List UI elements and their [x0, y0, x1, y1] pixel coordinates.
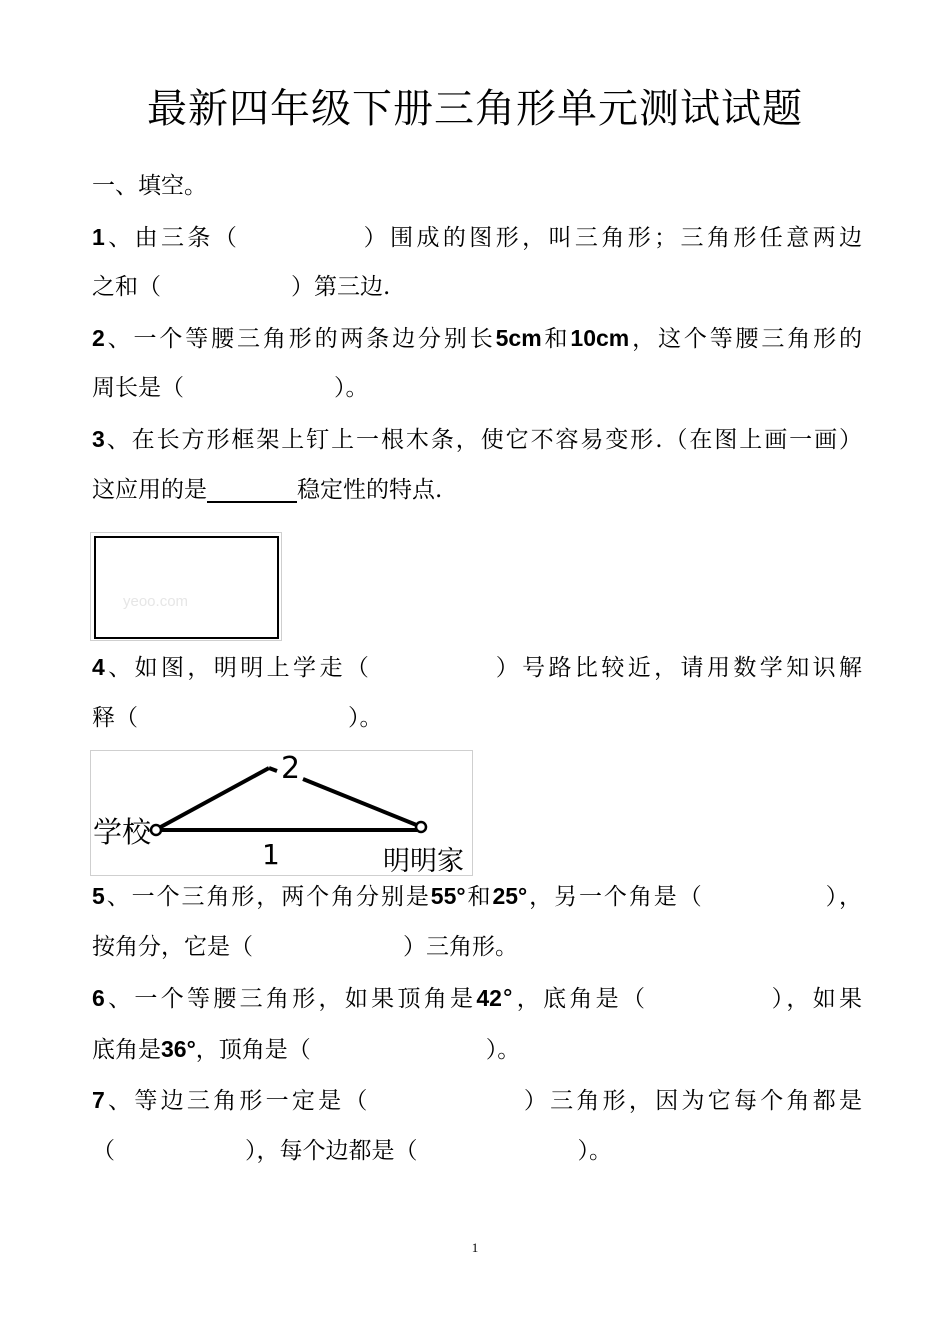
question-text: ）三角形。: [403, 934, 518, 960]
question-number: 1: [92, 224, 105, 250]
question-text: ），: [823, 884, 863, 910]
route-2-segment-b: [269, 768, 277, 771]
question-text: 、一个三角形，两个角分别是: [104, 884, 431, 910]
question-text: ）。: [334, 375, 369, 401]
question-text: 按角分，它是（: [92, 934, 253, 960]
angle-value: 55°: [430, 883, 466, 909]
question-number: 6: [92, 985, 105, 1011]
question-7-line-1: [92, 1084, 862, 1117]
length-value: 5cm: [495, 325, 542, 351]
question-text: （: [92, 1138, 115, 1164]
length-value: 10cm: [570, 325, 630, 351]
question-text: 这应用的是: [92, 477, 207, 503]
question-7-line-2: [92, 1135, 862, 1167]
question-text: ）围成的图形，叫三角形；三角形任意两边: [360, 225, 863, 251]
question-text: ）。: [348, 705, 383, 731]
question-text: 、在长方形框架上钉上一根木条，使它不容易变形.（在图上画一画）: [104, 427, 862, 453]
question-text: 、一个等腰三角形，如果顶角是: [104, 986, 477, 1012]
question-text: ）号路比较近，请用数学知识解: [492, 655, 863, 681]
question-text: 周长是（: [92, 375, 184, 401]
question-5-line-2: [92, 931, 862, 963]
route-1-label: 1: [262, 838, 280, 871]
section-heading: 一、填空。: [92, 173, 207, 199]
question-text: ）三角形，因为它每个角都是: [520, 1088, 863, 1114]
page-title: 最新四年级下册三角形单元测试试题: [147, 86, 803, 132]
question-text: ）第三边.: [291, 274, 391, 300]
question-number: 4: [92, 654, 105, 680]
angle-value: 42: [476, 985, 502, 1011]
question-text: 稳定性的特点.: [297, 477, 443, 503]
question-2-line-1: [92, 322, 862, 355]
question-text: 之和（: [92, 274, 161, 300]
question-text: °，底角是（: [501, 986, 649, 1012]
question-text: 底角是: [92, 1037, 161, 1063]
question-text: ，另一个角是（: [527, 884, 704, 910]
route-diagram: [90, 750, 473, 876]
question-text: 和: [541, 326, 571, 352]
question-2-line-2: [92, 372, 862, 404]
question-number: 7: [92, 1087, 105, 1113]
route-2-label: 2: [281, 751, 301, 786]
question-5-line-1: [92, 880, 862, 913]
question-text: ），如果: [768, 986, 863, 1012]
question-text: 、由三条（: [104, 225, 241, 251]
question-1-line-2: [92, 271, 862, 303]
question-3-line-1: [92, 423, 862, 456]
route-2-segment-a: [157, 768, 269, 829]
question-text: 释（: [92, 705, 138, 731]
question-6-line-2: [92, 1033, 862, 1066]
page-number: 1: [471, 1240, 479, 1255]
question-text: 和: [465, 884, 493, 910]
question-3-line-2: [92, 474, 862, 506]
question-1-line-1: [92, 221, 862, 254]
question-text: 、等边三角形一定是（: [104, 1088, 371, 1114]
question-4-line-2: [92, 702, 862, 734]
route-2-segment-c: [303, 779, 419, 826]
question-number: 3: [92, 426, 105, 452]
school-label: 学校: [93, 815, 152, 849]
question-number: 2: [92, 325, 105, 351]
rectangle-frame: [94, 536, 279, 639]
question-text: ，顶角是（: [195, 1037, 311, 1063]
question-text: 、一个等腰三角形的两条边分别长: [104, 326, 496, 352]
school-point: [151, 825, 161, 835]
answer-underline[interactable]: [207, 475, 297, 503]
home-point: [416, 822, 426, 832]
question-text: ）。: [485, 1037, 521, 1063]
question-6-line-1: [92, 982, 862, 1015]
rectangle-frame-figure[interactable]: [90, 532, 282, 641]
watermark: yeoo.com: [123, 593, 189, 610]
question-text: ），每个边都是（: [245, 1138, 418, 1164]
home-label: 明明家: [383, 846, 464, 875]
question-text: ）。: [577, 1138, 612, 1164]
question-4-line-1: [92, 651, 862, 684]
angle-value: 36°: [161, 1036, 196, 1062]
question-text: ，这个等腰三角形的: [629, 326, 863, 352]
question-number: 5: [92, 883, 105, 909]
question-text: 、如图，明明上学走（: [104, 655, 373, 681]
angle-value: 25°: [492, 883, 528, 909]
